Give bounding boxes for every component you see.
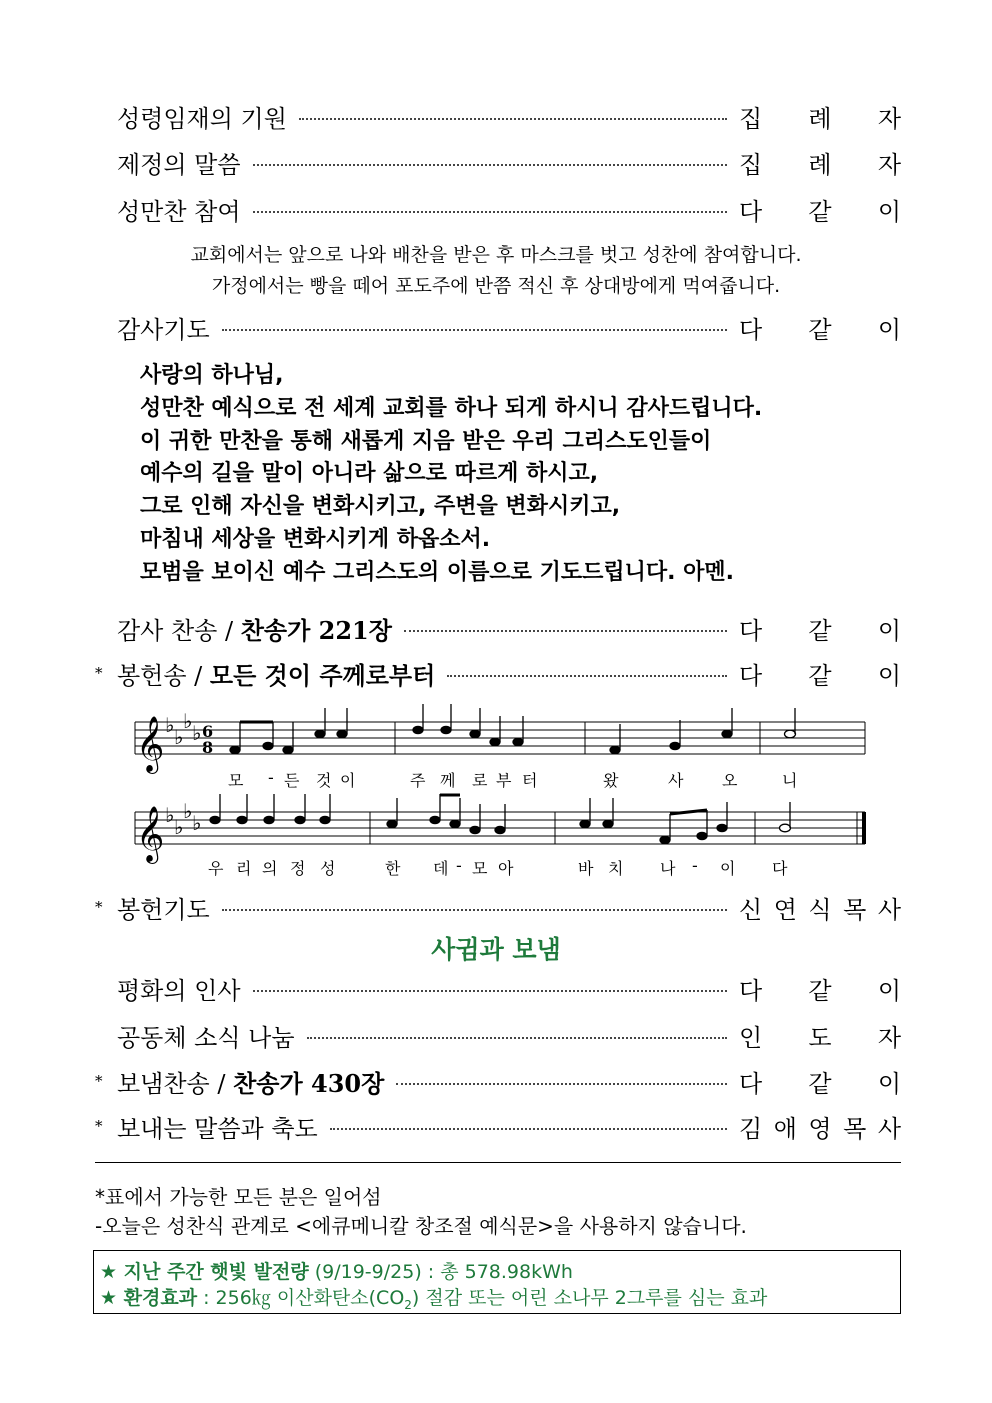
service-item-label: 봉헌기도 <box>117 895 210 924</box>
prayer-line: 그로 인해 자신을 변화시키고, 주변을 변화시키고, <box>140 494 621 520</box>
service-item-leader: 다 같 이 <box>739 976 901 1005</box>
service-item-peace-greeting <box>95 968 901 1008</box>
leader-dots <box>396 1083 727 1085</box>
service-item-offertory-prayer <box>95 887 901 927</box>
svg-text:♭: ♭ <box>183 799 193 823</box>
service-item-leader: 다 같 이 <box>739 661 901 690</box>
key-signature-flats <box>165 709 201 749</box>
environmental-effect-line: ★ 환경효과 : 256㎏ 이산화탄소$(CO_2)$ 절감 또는 어린 소나무 2그루를 심는 효과 <box>100 1287 768 1312</box>
service-item-benediction <box>95 1106 901 1146</box>
leader-dots <box>447 675 727 677</box>
service-item-label: 감사기도 <box>117 315 210 344</box>
service-item-leader: 다 같 이 <box>739 315 901 344</box>
service-item-leader: 집 례 자 <box>739 150 901 179</box>
svg-text:♭: ♭ <box>192 811 202 835</box>
leader-dots <box>404 630 727 632</box>
service-item-leader: 신 연 식 목 사 <box>739 895 901 924</box>
service-item-words-of-institution <box>95 142 901 182</box>
thanksgiving-prayer-text <box>140 360 920 590</box>
service-item-leader: 집 례 자 <box>739 104 901 133</box>
prayer-line: 모범을 보이신 예수 그리스도의 이름으로 기도드립니다. 아멘. <box>140 559 734 585</box>
service-item-communion <box>95 189 901 229</box>
leader-dots <box>222 329 727 331</box>
service-item-leader: 다 같 이 <box>739 1069 901 1098</box>
service-item-leader: 인 도 자 <box>739 1023 901 1052</box>
service-item-leader: 다 같 이 <box>739 197 901 226</box>
svg-text:♭: ♭ <box>192 721 202 745</box>
service-item-label: 평화의 인사 <box>117 976 241 1005</box>
svg-text:♭: ♭ <box>165 803 175 827</box>
service-item-offertory-song <box>95 653 901 693</box>
service-item-label: 감사 찬송 / 찬송가 221장 <box>117 615 392 645</box>
treble-clef-icon: 𝄞 <box>136 806 165 862</box>
service-item-label: 봉헌송 / 모든 것이 주께로부터 <box>117 660 436 690</box>
service-item-label: 공동체 소식 나눔 <box>117 1023 295 1052</box>
service-item-label: 성만찬 참여 <box>117 197 241 226</box>
service-item-label: 보내는 말씀과 축도 <box>117 1114 318 1143</box>
leader-dots <box>299 118 727 120</box>
standing-mark: * <box>95 898 103 916</box>
service-item-label: 보냄찬송 / 찬송가 430장 <box>117 1068 385 1098</box>
treble-clef-icon: 𝄞 <box>136 716 165 772</box>
solar-generation-line: ★ 지난 주간 햇빛 발전량 (9/19-9/25) : 총 578.98kWh <box>100 1261 573 1283</box>
prayer-line: 사랑의 하나님, <box>140 363 284 388</box>
prayer-line: 예수의 길을 말이 아니라 삶으로 따르게 하시고, <box>140 461 599 487</box>
service-item-leader: 다 같 이 <box>739 616 901 645</box>
leader-dots <box>253 211 727 213</box>
standing-mark: * <box>95 1117 103 1135</box>
lyrics-line-1: 모 - 든 것 이 주 께 로 부 터 왔 사 오 니 <box>228 768 798 790</box>
service-item-sending-hymn <box>95 1061 901 1101</box>
leader-dots <box>307 1037 727 1039</box>
time-signature-bottom: 8 <box>202 738 214 757</box>
service-item-label: 성령임재의 기원 <box>117 104 287 133</box>
svg-text:♭: ♭ <box>174 725 184 749</box>
svg-text:♭: ♭ <box>165 713 175 737</box>
communion-note-church: 교회에서는 앞으로 나와 배찬을 받은 후 마스크를 벗고 성찬에 참여합니다. <box>190 244 802 266</box>
leader-dots <box>222 909 727 911</box>
section-heading: 사귐과 보냄 <box>431 935 561 964</box>
prayer-line: 성만찬 예식으로 전 세계 교회를 하나 되게 하시니 감사드립니다. <box>140 395 763 421</box>
service-item-label: 제정의 말씀 <box>117 150 241 179</box>
leader-dots <box>253 990 727 992</box>
leader-dots <box>253 164 727 166</box>
svg-text:♭: ♭ <box>174 815 184 839</box>
svg-text:♭: ♭ <box>183 709 193 733</box>
standing-mark: * <box>95 1072 103 1090</box>
footnote-standing: *표에서 가능한 모든 분은 일어섬 <box>95 1185 382 1209</box>
leader-dots <box>330 1128 727 1130</box>
standing-mark: * <box>95 664 103 682</box>
solar-power-box <box>93 1250 901 1314</box>
service-item-leader: 김 애 영 목 사 <box>739 1114 901 1143</box>
footnote-liturgy: -오늘은 성찬식 관계로 <에큐메니칼 창조절 예식문>을 사용하지 않습니다. <box>95 1214 747 1238</box>
prayer-line: 이 귀한 만찬을 통해 새롭게 지음 받은 우리 그리스도인들이 <box>140 428 712 454</box>
communion-note-home: 가정에서는 빵을 떼어 포도주에 반쯤 적신 후 상대방에게 먹여줍니다. <box>211 275 781 297</box>
service-item-thanksgiving-prayer <box>95 307 901 347</box>
lyrics-line-2: 우 리 의 정 성 한 데 - 모 아 바 치 나 - 이 다 <box>208 856 788 878</box>
service-item-announcements <box>95 1015 901 1055</box>
time-signature-top: 6 <box>202 722 214 741</box>
key-signature-flats <box>165 799 201 839</box>
service-item-invocation <box>95 96 901 136</box>
service-item-thanksgiving-hymn <box>95 608 901 648</box>
divider <box>95 1162 901 1163</box>
prayer-line: 마침내 세상을 변화시키게 하옵소서. <box>140 526 491 552</box>
